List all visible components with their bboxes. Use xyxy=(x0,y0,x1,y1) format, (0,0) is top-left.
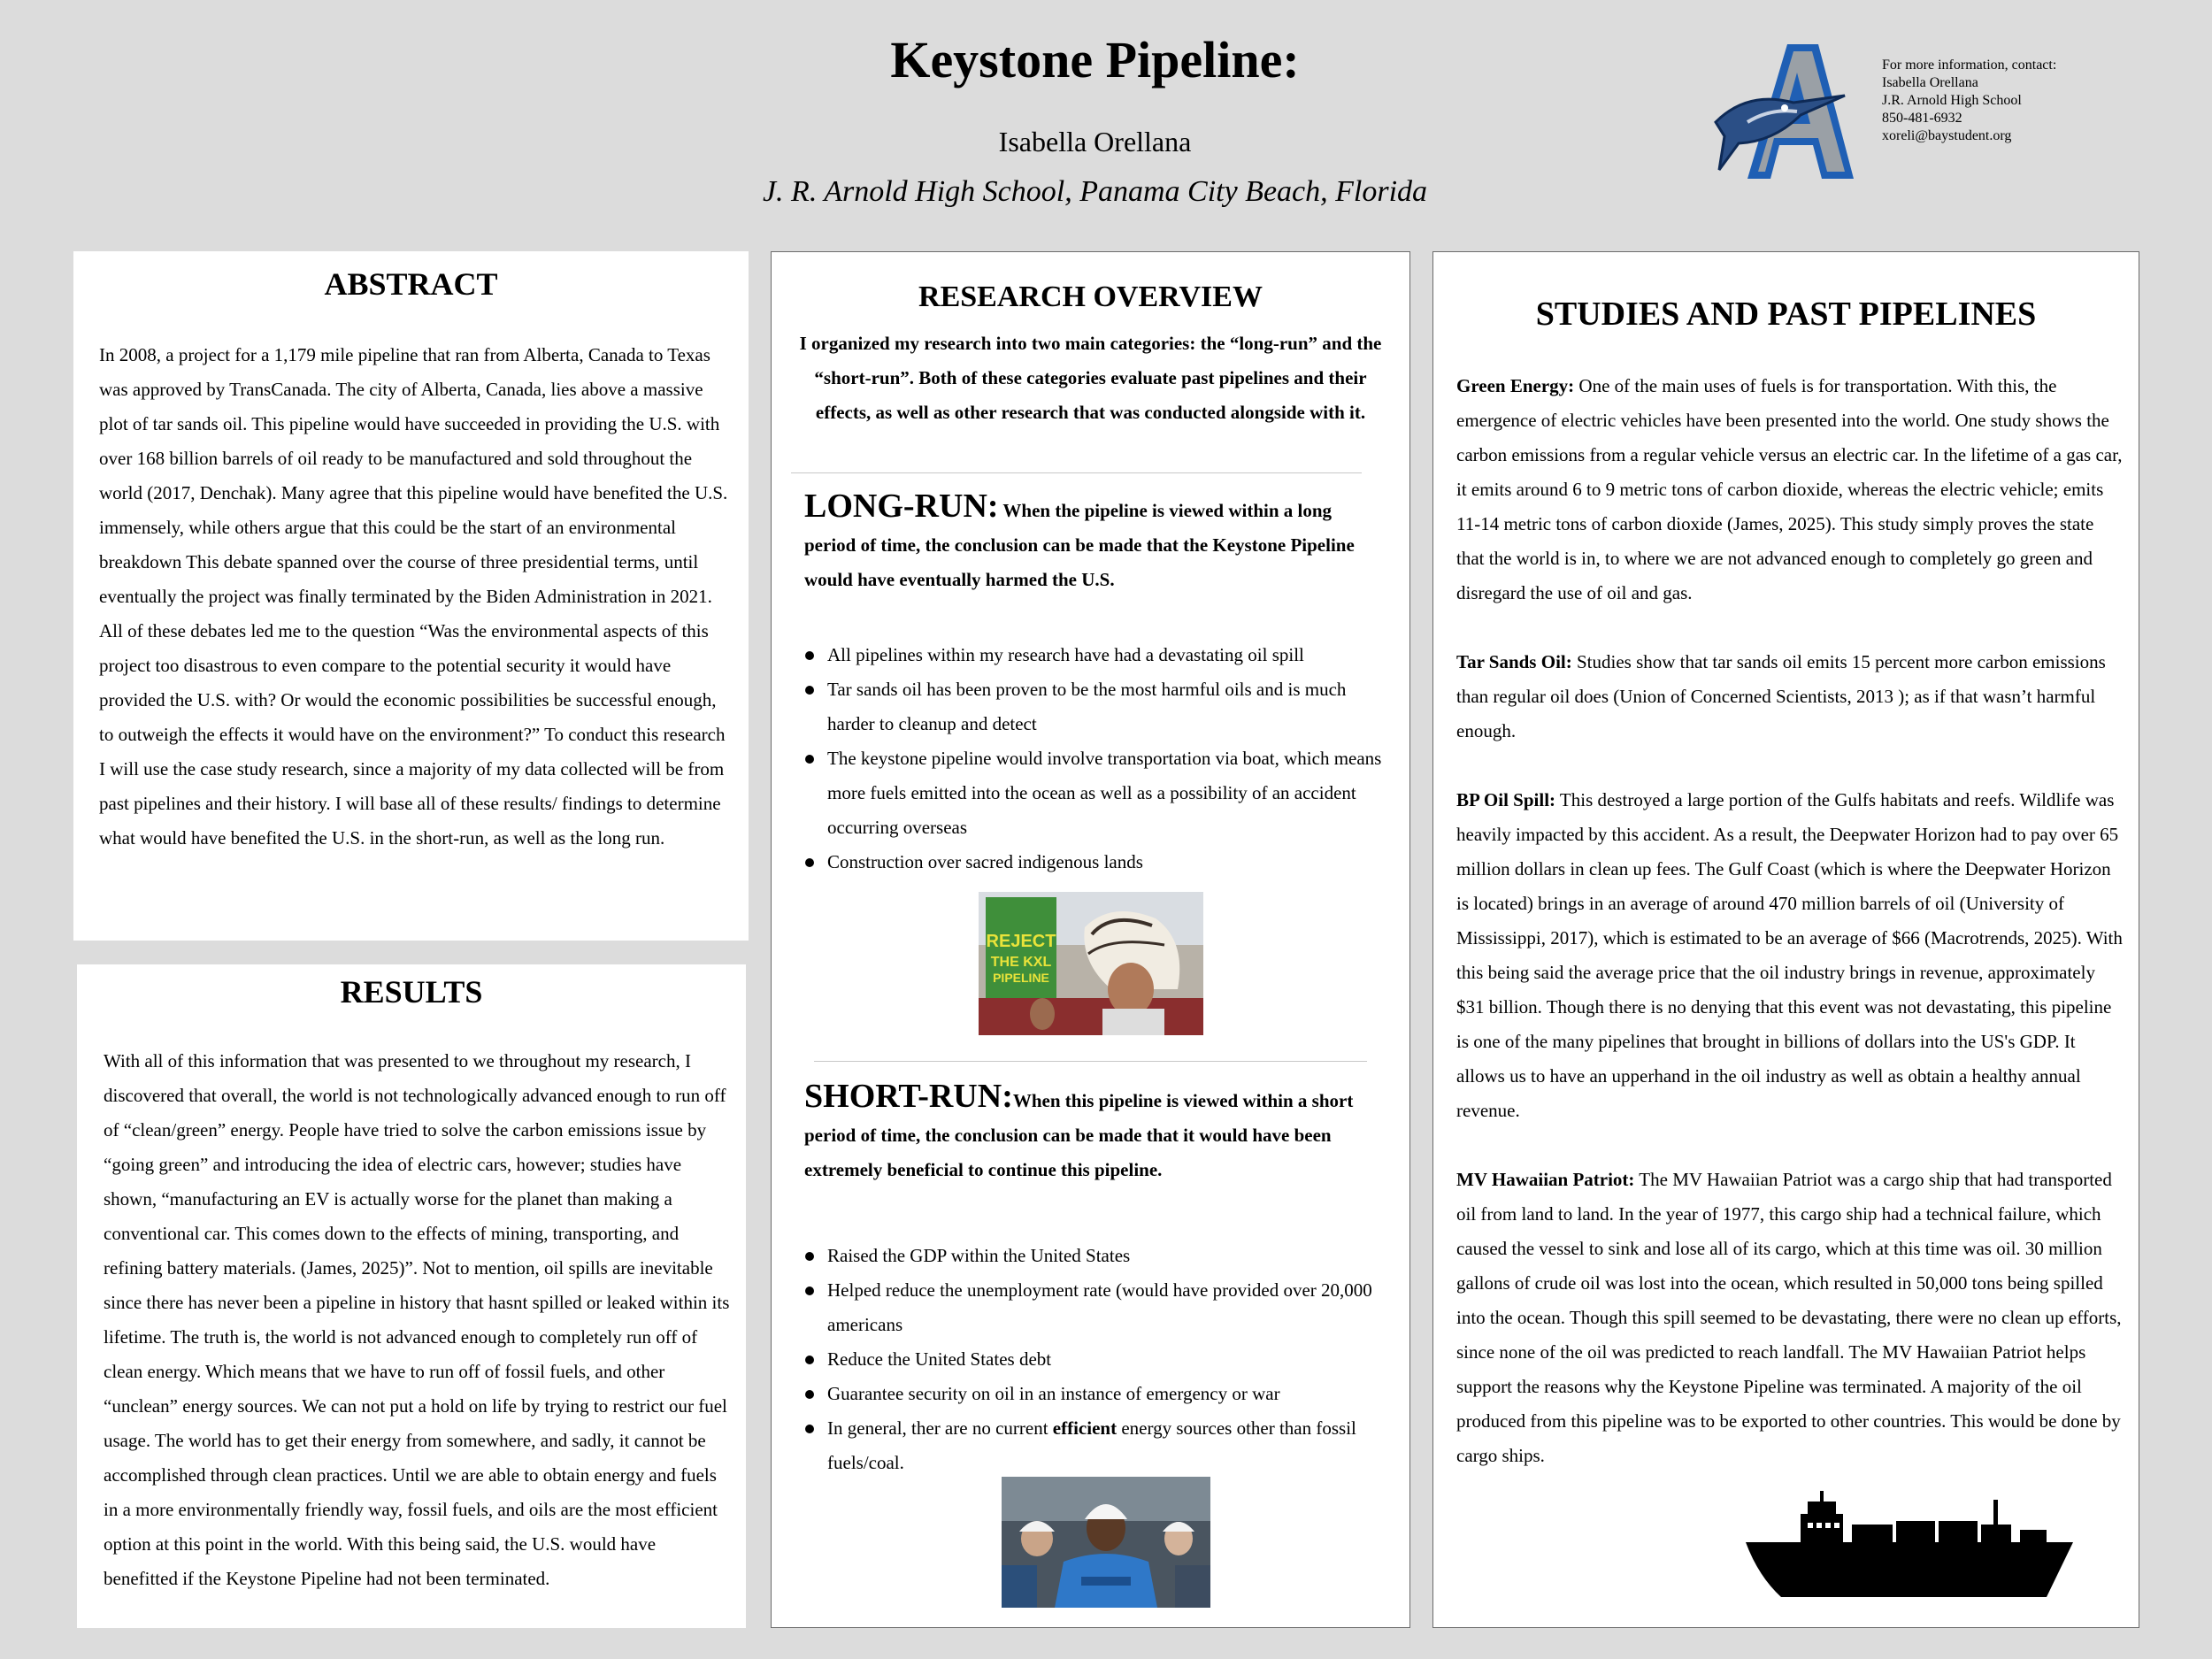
study-label: Tar Sands Oil: xyxy=(1456,651,1572,672)
long-run-list xyxy=(804,638,1383,879)
bullet-text: energy sources other than fossil fuels/coal. xyxy=(827,1417,1356,1473)
list-item: Guarantee security on oil in an instance of emergency or war xyxy=(804,1377,1383,1411)
study-text: Studies show that tar sands oil emits 15 percent more carbon emissions than regular oil does (Union of Concerned Scientists, 2013 ); as if that wasn’t harmful enough. xyxy=(1456,651,2106,741)
list-item: Raised the GDP within the United States xyxy=(804,1239,1383,1273)
short-run-list xyxy=(804,1239,1383,1480)
abstract-panel xyxy=(73,251,749,941)
study-text: The MV Hawaiian Patriot was a cargo ship that had transported oil from land to land. In the year of 1977, this cargo ship had a technical failure, which caused the vessel to sink and lose all of its cargo, which at this time was oil. 30 million gallons of crude oil was lost into the ocean, which resulted in 50,000 tons being spilled into the ocean. Though this spill seemed to be devastating, there were no clean up efforts, since none of the oil was predicted to reach landfall. The MV Hawaiian Patriot helps support the reasons why the Keystone Pipeline was terminated. A majority of the oil produced from this pipeline was to be exported to other countries. This would be done by cargo ships. xyxy=(1456,1169,2122,1466)
long-run-heading xyxy=(804,489,1383,597)
protest-photo xyxy=(979,892,1203,1035)
long-run-label: LONG-RUN: xyxy=(804,488,999,525)
contact-name: Isabella Orellana xyxy=(1882,75,1978,90)
contact-email: xoreli@baystudent.org xyxy=(1882,128,2012,143)
list-item: Construction over sacred indigenous lands xyxy=(804,845,1383,879)
divider xyxy=(814,1061,1367,1062)
short-run-heading xyxy=(804,1079,1383,1187)
results-panel xyxy=(77,964,746,1628)
studies-heading: STUDIES AND PAST PIPELINES xyxy=(1535,296,2037,333)
list-item: The keystone pipeline would involve transportation via boat, which means more fuels emitted into the ocean as well as a possibility of an accident occurring overseas xyxy=(804,741,1383,845)
study-paragraph xyxy=(1456,783,2123,1128)
sign-text-1: REJECT xyxy=(986,932,1056,951)
poster-title: Keystone Pipeline: xyxy=(890,31,1300,88)
overview-intro: I organized my research into two main categories: the “long-run” and the “short-run”. Both of these categories evaluate past pipelines and their effects, as well as other research that was conducted alongside with it. xyxy=(799,333,1382,423)
bullet-text: In general, ther are no current xyxy=(827,1417,1053,1439)
cargo-ship-icon xyxy=(1746,1491,2073,1597)
study-text: This destroyed a large portion of the Gulfs habitats and reefs. Wildlife was heavily impacted by this accident. As a result, the Deepwater Horizon had to pay over 65 million dollars in clean up fees. The Gulf Coast (which is where the Deepwater Horizon is located) brings in an average of around 470 million barrels of oil (University of Mississippi, 2017), which is estimated to be an average of $66 (Macrotrends, 2025). With this being said the average price that the oil industry brings in revenue, approximately $31 billion. Though there is no denying that this event was not devastating, this pipeline is one of the many pipelines that brought in billions of dollars into the US's GDP. It allows us to have an upperhand in the oil industry as well as obtain a healthy annual revenue. xyxy=(1456,789,2123,1121)
short-run-text: When this pipeline is viewed within a short period of time, the conclusion can be made that it would have been extremely beneficial to continue this pipeline. xyxy=(804,1090,1354,1180)
list-item: Tar sands oil has been proven to be the most harmful oils and is much harder to cleanup and detect xyxy=(804,672,1383,741)
study-paragraph xyxy=(1456,645,2123,749)
school-logo-marlin-icon xyxy=(1712,37,1854,188)
contact-line: For more information, contact: xyxy=(1882,58,2057,73)
abstract-heading: ABSTRACT xyxy=(324,266,498,302)
divider xyxy=(791,472,1362,473)
long-run-text: When the pipeline is viewed within a long period of time, the conclusion can be made that the Keystone Pipeline would have eventually harmed the U.S. xyxy=(804,500,1355,590)
contact-phone: 850-481-6932 xyxy=(1882,111,1962,126)
contact-school: J.R. Arnold High School xyxy=(1882,93,2022,108)
sign-text-2: THE KXL xyxy=(990,955,1052,970)
contact-info xyxy=(1882,57,2200,145)
studies-text xyxy=(1456,369,2123,1508)
study-label: BP Oil Spill: xyxy=(1456,789,1556,810)
study-paragraph xyxy=(1456,369,2123,611)
study-label: Green Energy: xyxy=(1456,375,1575,396)
bullet-bold-word: efficient xyxy=(1052,1417,1118,1439)
study-label: MV Hawaiian Patriot: xyxy=(1456,1169,1635,1190)
list-item: Helped reduce the unemployment rate (would have provided over 20,000 americans xyxy=(804,1273,1383,1342)
list-item xyxy=(804,1411,1383,1480)
workers-photo xyxy=(1002,1477,1210,1608)
study-text: One of the main uses of fuels is for transportation. With this, the emergence of electric vehicles have been presented into the world. One study shows the carbon emissions from a regular vehicle versus an electric car. In the lifetime of a gas car, it emits around 6 to 9 metric tons of carbon dioxide, whereas the electric vehicle; emits 11-14 metric tons of carbon dioxide (James, 2025). This study simply proves the state that the world is in, to where we are not advanced enough to completely go green and disregard the use of oil and gas. xyxy=(1456,375,2123,603)
list-item: All pipelines within my research have had a devastating oil spill xyxy=(804,638,1383,672)
sign-text-3: PIPELINE xyxy=(993,971,1049,985)
abstract-text: In 2008, a project for a 1,179 mile pipeline that ran from Alberta, Canada to Texas was approved by TransCanada. The city of Alberta, Canada, lies above a massive plot of tar sands oil. This pipeline would have succeeded in providing the U.S. with over 168 billion barrels of oil ready to be manufactured and sold throughout the world (2017, Denchak). Many agree that this pipeline would have benefited the U.S. immensely, while others argue that this could be the start of an environmental breakdown This debate spanned over the course of three presidential terms, until eventually the project was finally terminated by the Biden Administration in 2021. All of these debates led me to the question “Was the environmental aspects of this project too disastrous to even compare to the potential security it would have provided the U.S. with? Or would the economic possibilities be successful enough, to outweigh the effects it would have on the environment?” To conduct this research I will use the case study research, since a majority of my data collected will be from past pipelines and their history. I will base all of these results/ findings to determine what would have benefited the U.S. in the short-run, as well as the long run. xyxy=(99,344,728,849)
research-overview-panel xyxy=(771,251,1410,1628)
list-item: Reduce the United States debt xyxy=(804,1342,1383,1377)
school-name: J. R. Arnold High School, Panama City Beach, Florida xyxy=(762,175,1428,208)
studies-panel xyxy=(1432,251,2139,1628)
author-name: Isabella Orellana xyxy=(998,126,1192,157)
results-text: With all of this information that was presented to we throughout my research, I discovered that overall, the world is not technologically advanced enough to run off of “clean/green” energy. People have tried to solve the carbon emissions issue by “going green” and introducing the idea of electric cars, however; studies have shown, “manufacturing an EV is actually worse for the planet than making a conventional car. This comes down to the effects of mining, transporting, and refining battery materials. (James, 2025)”. Not to mention, oil spills are inevitable since there has never been a pipeline in history that hasnt spilled or leaked within its lifetime. The truth is, the world is not advanced enough to completely run off of clean energy. Which means that we have to run off of fossil fuels, and other “unclean” energy sources. We can not put a hold on life by trying to restrict our fuel usage. The world has to get their energy from somewhere, and sadly, it cannot be accomplished through clean practices. Until we are able to obtain energy and fuels in a more environmentally friendly way, fossil fuels, and oils are the most efficient option at this point in the world. With this being said, the U.S. would have benefitted if the Keystone Pipeline had not been terminated. xyxy=(104,1050,730,1589)
study-paragraph xyxy=(1456,1163,2123,1473)
short-run-label: SHORT-RUN: xyxy=(804,1078,1013,1115)
overview-heading: RESEARCH OVERVIEW xyxy=(918,280,1263,313)
results-heading: RESULTS xyxy=(340,974,483,1010)
